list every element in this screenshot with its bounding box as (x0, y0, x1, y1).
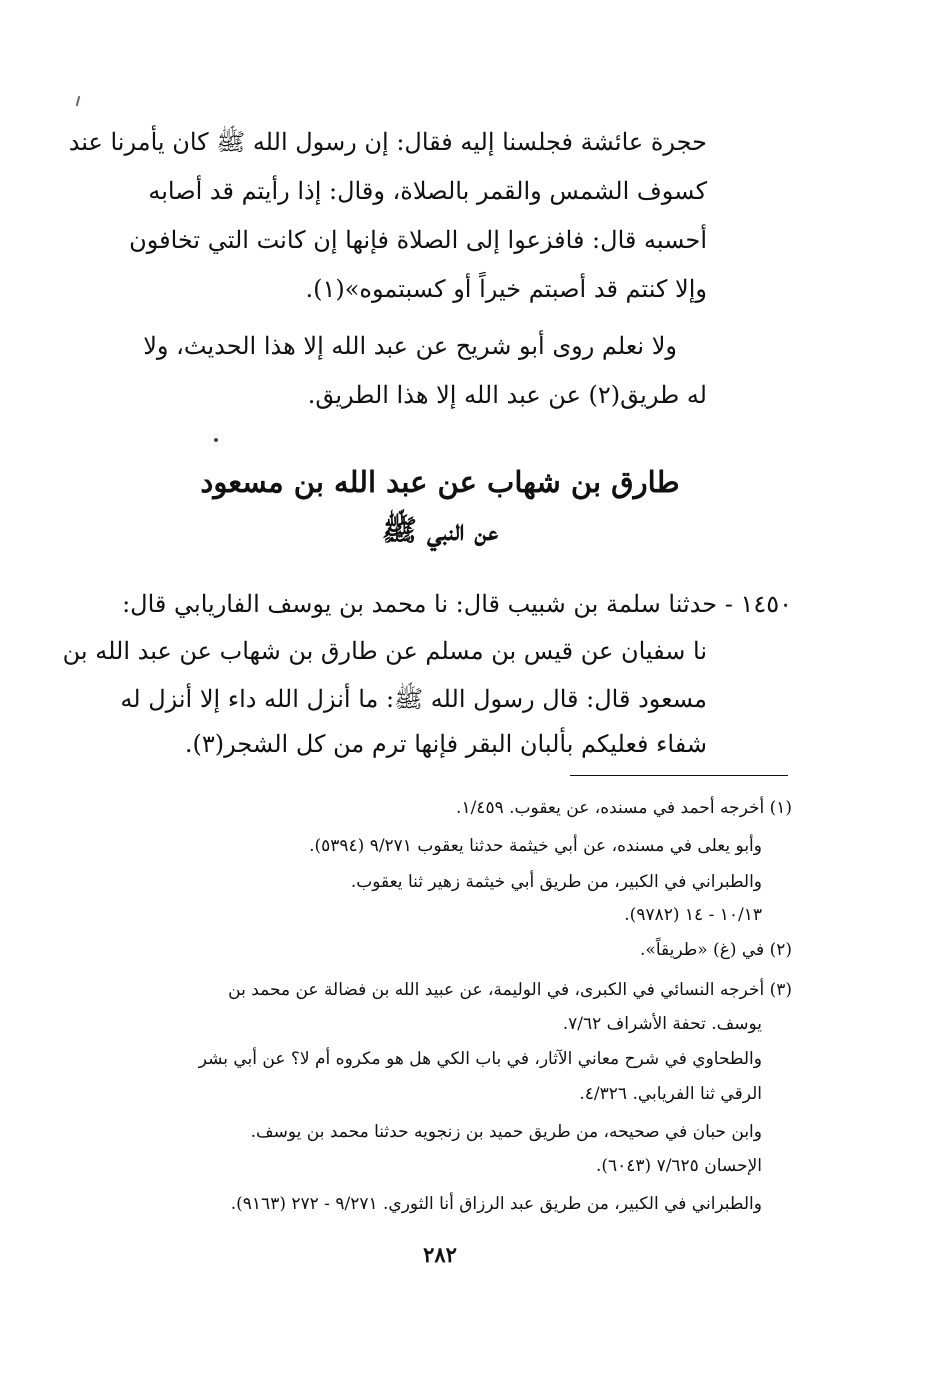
footnote-3-line-7: والطبراني في الكبير، من طريق عبد الرزاق أنا الثوري. ٩/٢٧١ - ٢٧٢ (٩١٦٣). (230, 1194, 762, 1214)
hadith-1450-line-2: نا سفيان عن قيس بن مسلم عن طارق بن شهاب عن عبد الله بن (62, 637, 707, 665)
page-number: ٢٨٢ (423, 1242, 457, 1267)
footnote-1-line-1: (١) أخرجه أحمد في مسنده، عن يعقوب. ١/٤٥٩. (456, 798, 792, 818)
footnote-1-line-3: والطبراني في الكبير، من طريق أبي خيثمة زهير ثنا يعقوب. (350, 872, 762, 892)
paragraph-1-line-1: حجرة عائشة فجلسنا إليه فقال: إن رسول الله ﷺ كان يأمرنا عند (68, 128, 707, 156)
paragraph-1-line-2: كسوف الشمس والقمر بالصلاة، وقال: إذا رأيتم قد أصابه (148, 177, 707, 205)
hadith-1450-line-3: مسعود قال: قال رسول الله ﷺ: ما أنزل الله داء إلا أنزل له (120, 685, 707, 713)
footnote-3-line-4: الرقي ثنا الفريابي. ٤/٣٢٦. (579, 1084, 762, 1104)
footnote-2: (٢) في (غ) «طريقاً». (640, 940, 792, 960)
paragraph-2-line-2: له طريق(٢) عن عبد الله إلا هذا الطريق. (307, 381, 707, 409)
hadith-1450-line-1: ١٤٥٠ - حدثنا سلمة بن شبيب قال: نا محمد بن يوسف الفاريابي قال: (122, 590, 792, 618)
separator-dot (214, 438, 218, 442)
paragraph-1-line-4: وإلا كنتم قد أصبتم خيراً أو كسبتموه»(١). (305, 275, 707, 303)
section-heading-line-1: طارق بن شهاب عن عبد الله بن مسعود (200, 465, 680, 499)
footnote-3-line-2: يوسف. تحفة الأشراف ٧/٦٢. (562, 1014, 762, 1034)
footnote-3-line-1: (٣) أخرجه النسائي في الكبرى، في الوليمة، عن عبيد الله بن فضالة عن محمد بن (228, 980, 792, 1000)
footnote-1-line-2: وأبو يعلى في مسنده، عن أبي خيثمة حدثنا يعقوب ٩/٢٧١ (٥٣٩٤). (309, 836, 762, 856)
paragraph-1-line-3: أحسبه قال: فافزعوا إلى الصلاة فإنها إن كانت التي تخافون (129, 226, 707, 254)
footnote-1-line-4: ١٠/١٣ - ١٤ (٩٧٨٢). (624, 905, 762, 925)
footnote-3-line-3: والطحاوي في شرح معاني الآثار، في باب الكي هل هو مكروه أم لا؟ عن أبي بشر (198, 1049, 762, 1069)
hadith-1450-line-4: شفاء فعليكم بألبان البقر فإنها ترم من كل الشجر(٣). (184, 730, 707, 758)
margin-tick-mark (76, 96, 81, 106)
footnote-3-line-5: وابن حبان في صحيحه، من طريق حميد بن زنجويه حدثنا محمد بن يوسف. (250, 1122, 762, 1142)
footnote-3-line-6: الإحسان ٧/٦٢٥ (٦٠٤٣). (595, 1156, 762, 1176)
paragraph-2-line-1: ولا نعلم روى أبو شريح عن عبد الله إلا هذا الحديث، ولا (143, 332, 677, 360)
section-heading-line-2: عن النبي ﷺ (381, 513, 499, 547)
footnote-divider (570, 775, 788, 776)
